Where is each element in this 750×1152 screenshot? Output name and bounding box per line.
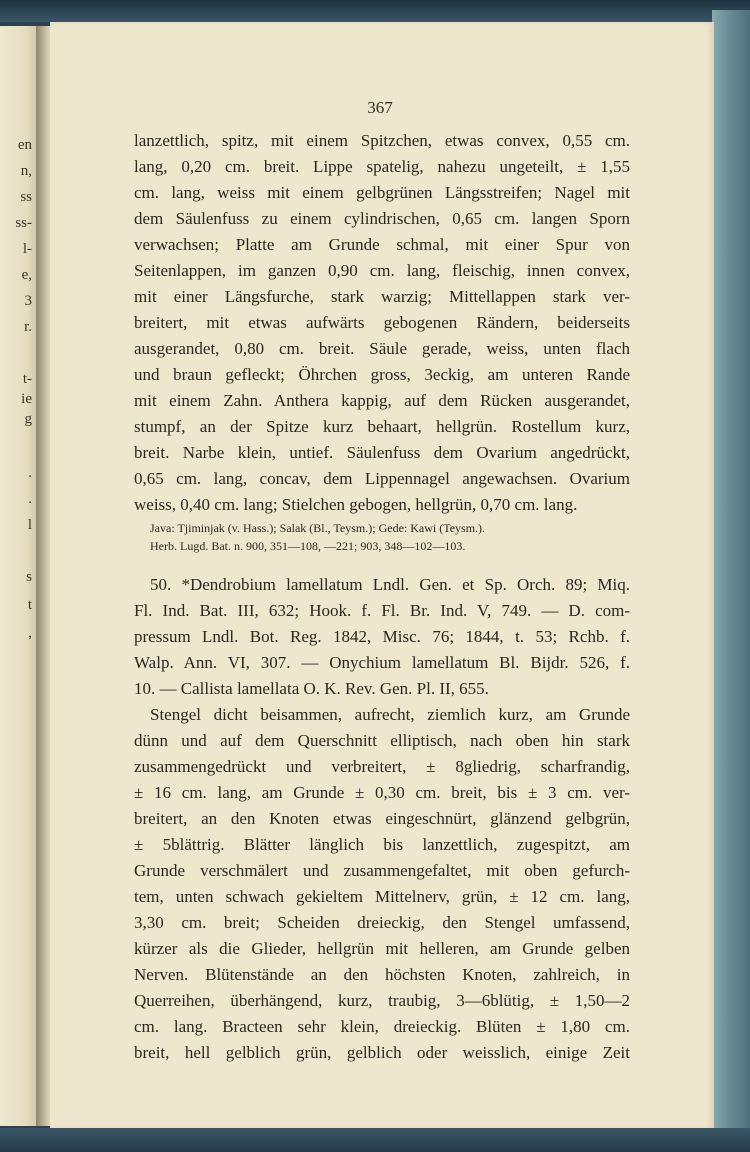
text-line: dem Säulenfuss zu einem cylindrischen, 0,65 cm. langen Sporn: [134, 209, 630, 228]
description-line: tem, unten schwach gekieltem Mittelnerv, grün, ± 12 cm. lang,: [134, 887, 630, 906]
text-line: lanzettlich, spitz, mit einem Spitzchen, etwas convex, 0,55 cm.: [134, 131, 630, 150]
synonymy-line: Walp. Ann. VI, 307. — Onychium lamellatum Bl. Bijdr. 526, f.: [134, 653, 630, 672]
margin-fragment: e,: [21, 267, 32, 283]
text-line: 0,65 cm. lang, concav, dem Lippennagel angewachsen. Ovarium: [134, 469, 630, 488]
synonymy-line: 10. — Callista lamellata O. K. Rev. Gen. Pl. II, 655.: [134, 679, 489, 698]
book-cover-bottom: [0, 1128, 750, 1152]
margin-fragment: s: [26, 569, 32, 585]
margin-fragment: ,: [28, 625, 32, 641]
margin-fragment: 3: [24, 293, 32, 309]
book-cover-top: [0, 0, 750, 22]
herbarium-line: Herb. Lugd. Bat. n. 900, 351—108, —221; 903, 348—102—103.: [150, 539, 466, 553]
margin-fragment: .: [28, 491, 32, 507]
text-line: Seitenlappen, im ganzen 0,90 cm. lang, fleischig, innen convex,: [134, 261, 630, 280]
description-line: Nerven. Blütenstände an den höchsten Knoten, zahlreich, in: [134, 965, 630, 984]
text-line: mit einer Längsfurche, stark warzig; Mittellappen stark ver-: [134, 287, 630, 306]
text-line: verwachsen; Platte am Grunde schmal, mit einer Spur von: [134, 235, 630, 254]
previous-page-edge: [0, 26, 38, 1126]
margin-fragment: l-: [22, 241, 32, 257]
margin-fragment: .: [28, 465, 32, 481]
text-line: breit. Narbe klein, untief. Säulenfuss dem Ovarium angedrückt,: [134, 443, 630, 462]
margin-fragment: t-: [22, 371, 32, 387]
margin-fragment: ss: [20, 189, 32, 205]
page-number: 367: [367, 98, 393, 117]
text-line: stumpf, an der Spitze kurz behaart, hellgrün. Rostellum kurz,: [134, 417, 630, 436]
margin-fragment: g: [24, 411, 32, 427]
description-line: cm. lang. Bracteen sehr klein, dreieckig. Blüten ± 1,80 cm.: [134, 1017, 630, 1036]
description-line: Grunde verschmälert und zusammengefaltet, mit oben gefurch-: [134, 861, 630, 880]
text-line: ausgerandet, 0,80 cm. breit. Säule gerade, weiss, unten flach: [134, 339, 630, 358]
description-line: 3,30 cm. breit; Scheiden dreieckig, den Stengel umfassend,: [134, 913, 630, 932]
description-line: breitert, an den Knoten etwas eingeschnürt, glänzend gelbgrün,: [134, 809, 630, 828]
description-line: Stengel dicht beisammen, aufrecht, ziemlich kurz, am Grunde: [150, 705, 630, 724]
text-line: und braun gefleckt; Öhrchen gross, 3eckig, am unteren Rande: [134, 365, 630, 384]
text-line: weiss, 0,40 cm. lang; Stielchen gebogen, hellgrün, 0,70 cm. lang.: [134, 495, 578, 514]
margin-fragment: ie: [21, 391, 32, 407]
text-line: mit einem Zahn. Anthera kappig, auf dem Rücken ausgerandet,: [134, 391, 630, 410]
description-line: zusammengedrückt und verbreitert, ± 8gliedrig, scharfrandig,: [134, 757, 630, 776]
margin-fragment: ss-: [15, 215, 32, 231]
margin-fragment: r.: [24, 319, 32, 335]
description-line: Querreihen, überhängend, kurz, traubig, 3—6blütig, ± 1,50—2: [134, 991, 630, 1010]
description-line: ± 16 cm. lang, am Grunde ± 0,30 cm. breit, bis ± 3 cm. ver-: [134, 783, 630, 802]
margin-fragment: l: [27, 517, 32, 533]
text-line: lang, 0,20 cm. breit. Lippe spatelig, nahezu ungeteilt, ± 1,55: [134, 157, 630, 176]
description-line: breit, hell gelblich grün, gelblich oder weisslich, einige Zeit: [134, 1043, 630, 1062]
text-line: breitert, mit etwas aufwärts gebogenen Rändern, beiderseits: [134, 313, 630, 332]
synonymy-line: Fl. Ind. Bat. III, 632; Hook. f. Fl. Br. Ind. V, 749. — D. com-: [134, 601, 630, 620]
margin-fragment: en: [17, 137, 32, 153]
book-cover-edge: [712, 10, 750, 1140]
margin-fragment: n,: [20, 163, 32, 179]
species-heading: 50. *Dendrobium lamellatum Lndl. Gen. et Sp. Orch. 89; Miq.: [150, 575, 630, 594]
margin-fragment: t: [27, 597, 32, 613]
description-line: ± 5blättrig. Blätter länglich bis lanzettlich, zugespitzt, am: [134, 835, 630, 854]
book-page: [50, 22, 714, 1128]
locality-line: Java: Tjiminjak (v. Hass.); Salak (Bl., Teysm.); Gede: Kawi (Teysm.).: [150, 521, 486, 535]
description-line: dünn und auf dem Querschnitt elliptisch, nach oben hin stark: [134, 731, 630, 750]
text-line: cm. lang, weiss mit einem gelbgrünen Längsstreifen; Nagel mit: [134, 183, 630, 202]
description-line: kürzer als die Glieder, hellgrün mit helleren, am Grunde gelben: [134, 939, 630, 958]
synonymy-line: pressum Lndl. Bot. Reg. 1842, Misc. 76; 1844, t. 53; Rchb. f.: [134, 627, 630, 646]
